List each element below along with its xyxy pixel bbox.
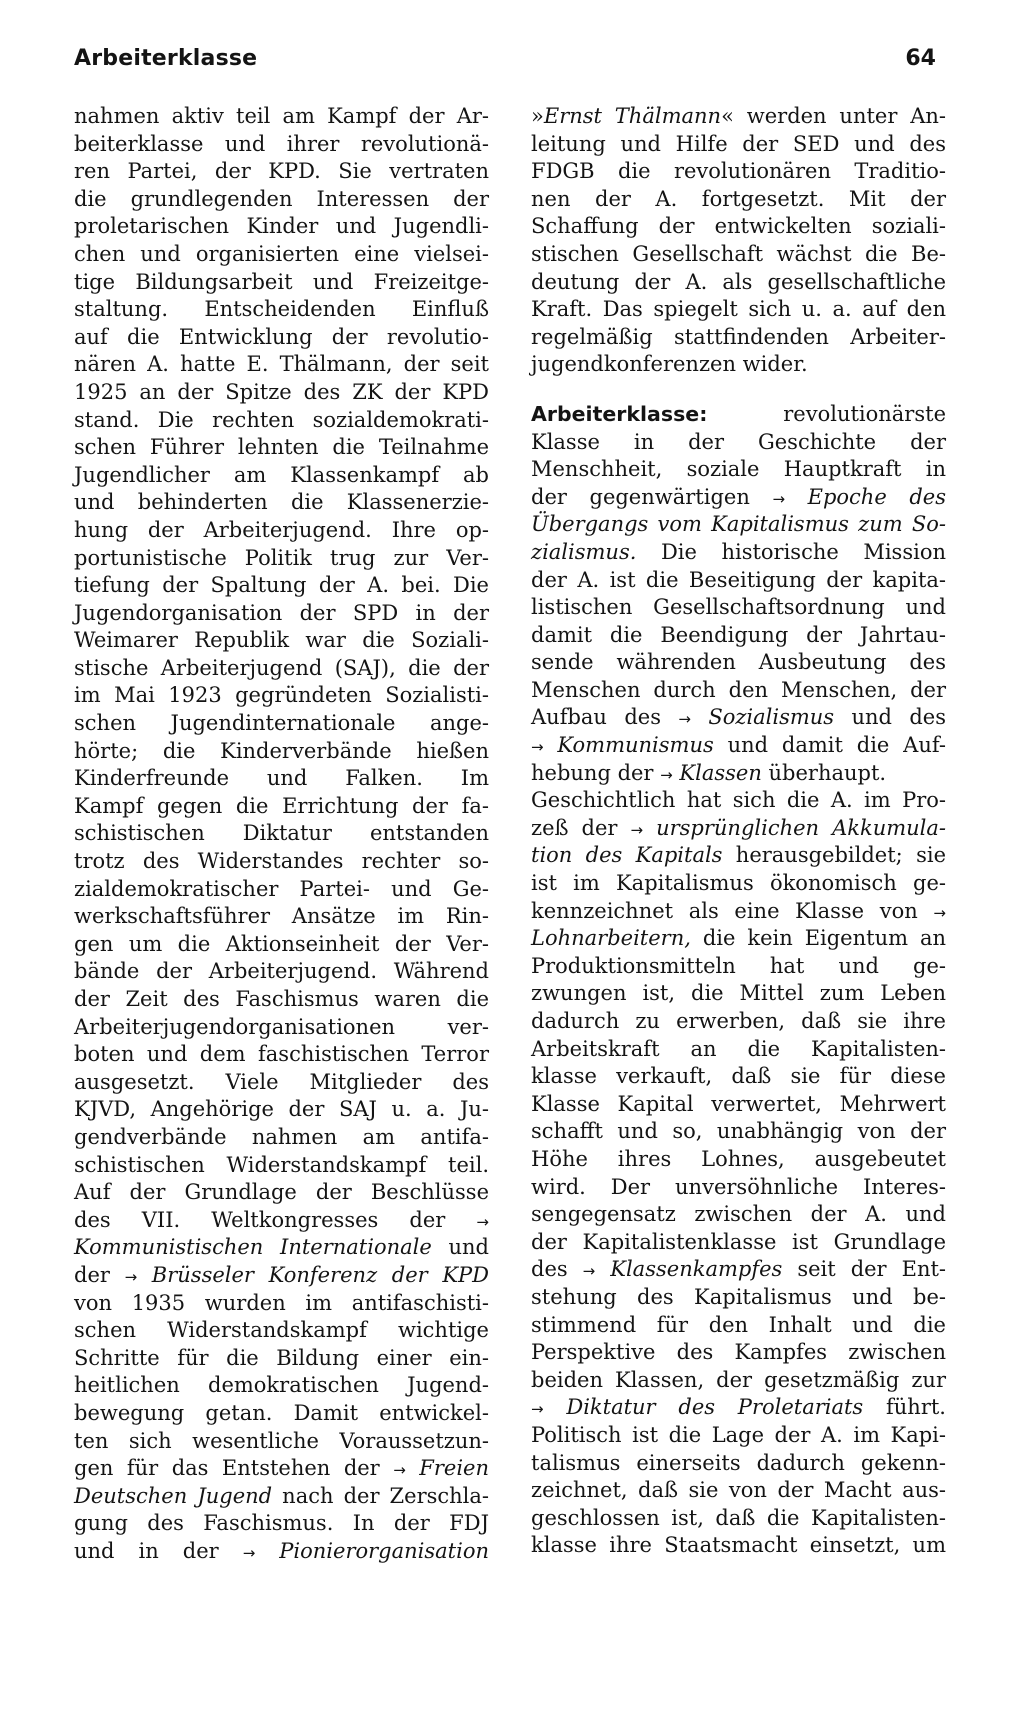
text-segment: Klasse Kapital verwertet, Mehrwert	[531, 1091, 946, 1116]
text-segment: Jugendorganisation der SPD in der	[74, 600, 489, 625]
text-line	[74, 655, 489, 683]
text-line	[531, 1284, 946, 1312]
text-line	[531, 1063, 946, 1091]
text-segment: wird. Der unversöhnliche Interes-	[531, 1174, 946, 1199]
text-line	[74, 407, 489, 435]
text-segment: »	[531, 104, 544, 128]
text-line	[74, 1124, 489, 1152]
cross-reference-arrow-icon: →	[660, 765, 673, 784]
text-line	[74, 1400, 489, 1428]
text-segment: die kein Eigentum an	[690, 926, 946, 951]
text-line	[74, 848, 489, 876]
text-segment	[544, 733, 558, 757]
text-column-left	[74, 103, 489, 1565]
text-line	[531, 1339, 946, 1367]
text-segment: und in der	[74, 1538, 243, 1563]
text-segment: sende währenden Ausbeutung des	[531, 650, 946, 675]
text-line	[74, 572, 489, 600]
text-segment: seit der Ent-	[782, 1257, 947, 1282]
text-segment: Auf der Grundlage der Beschlüsse	[74, 1180, 489, 1205]
text-segment: Kraft. Das spiegelt sich u. a. auf den	[531, 297, 946, 322]
text-segment: deutung der A. als gesellschaftliche	[531, 269, 946, 294]
text-segment: klasse ihre Staatsmacht einsetzt, um	[531, 1533, 946, 1558]
text-segment: nahmen aktiv teil am Kampf der Ar-	[74, 104, 489, 128]
text-line	[531, 594, 946, 622]
text-line	[74, 710, 489, 738]
text-segment: die grundlegenden Interessen der	[74, 186, 489, 211]
text-line	[74, 1096, 489, 1124]
text-segment	[544, 1395, 567, 1419]
text-segment: zeß der	[531, 815, 631, 840]
text-segment: stehung des Kapitalismus und be-	[531, 1284, 946, 1309]
text-line	[74, 545, 489, 573]
text-line	[531, 484, 946, 512]
cross-reference-term: Epoche des	[807, 484, 946, 509]
text-line	[531, 980, 946, 1008]
text-segment: « werden unter An-	[721, 104, 946, 128]
text-line	[531, 870, 946, 898]
text-line	[74, 213, 489, 241]
text-segment: zwungen ist, die Mittel zum Leben	[531, 981, 946, 1006]
text-line	[74, 1290, 489, 1318]
text-line	[531, 1394, 946, 1422]
text-segment: stand. Die rechten sozialdemokrati-	[74, 407, 489, 432]
cross-reference-term: ursprünglichen Akkumula-	[656, 815, 946, 840]
text-segment: dadurch zu erwerben, daß sie ihre	[531, 1009, 946, 1033]
text-segment: tiefung der Spaltung der A. bei. Die	[74, 573, 489, 598]
cross-reference-arrow-icon: →	[242, 1543, 256, 1562]
text-segment: trotz des Widerstandes rechter so-	[74, 849, 489, 874]
text-segment: talismus einerseits dadurch gekenn-	[531, 1450, 946, 1475]
cross-reference-term: zialismus.	[531, 539, 637, 564]
text-segment: jugendkonferenzen wider.	[531, 352, 808, 377]
cross-reference-term: Ernst Thälmann	[543, 104, 722, 128]
text-segment: der gegenwärtigen	[531, 484, 773, 509]
cross-reference-arrow-icon: →	[933, 903, 946, 922]
text-line	[74, 1538, 489, 1566]
text-segment: schen Jugendinternationale ange-	[74, 711, 489, 736]
text-segment: staltung. Entscheidenden Einfluß	[74, 297, 489, 322]
text-line	[531, 1477, 946, 1505]
text-segment: Arbeitskraft an die Kapitalisten-	[531, 1036, 946, 1061]
text-segment: Schaffung der entwickelten soziali-	[531, 214, 946, 239]
text-line	[74, 876, 489, 904]
cross-reference-term: Klassenkampfes	[610, 1257, 783, 1282]
text-line	[531, 511, 946, 539]
text-line	[74, 765, 489, 793]
text-segment: Kampf gegen die Errichtung der fa-	[74, 793, 489, 818]
cross-reference-term: Lohnarbeitern,	[531, 926, 691, 951]
text-line	[531, 1532, 946, 1560]
cross-reference-arrow-icon: →	[582, 1262, 596, 1281]
text-line	[74, 1041, 489, 1069]
text-segment: beiterklasse und ihrer revolutionä-	[74, 131, 489, 156]
text-segment: bewegung getan. Damit entwickel-	[74, 1400, 489, 1425]
text-line	[74, 1014, 489, 1042]
page-title: Arbeiterklasse	[74, 46, 258, 71]
text-line	[74, 1455, 489, 1483]
text-line	[531, 704, 946, 732]
text-line	[531, 213, 946, 241]
text-segment: Weimarer Republik war die Soziali-	[74, 628, 489, 653]
text-line	[74, 738, 489, 766]
text-segment: listischen Gesellschaftsordnung und	[531, 595, 946, 620]
text-segment: und behinderten die Klassenerzie-	[74, 490, 489, 515]
text-line	[74, 379, 489, 407]
text-line	[531, 158, 946, 186]
text-segment: zeichnet, daß sie von der Macht aus-	[531, 1478, 946, 1503]
text-segment: FDGB die revolutionären Traditio-	[531, 159, 946, 184]
text-segment: beiden Klassen, der gesetzmäßig zur	[531, 1367, 946, 1392]
text-line	[531, 324, 946, 352]
text-line	[74, 186, 489, 214]
text-line	[74, 517, 489, 545]
cross-reference-term: Diktatur des Proletariats	[566, 1395, 864, 1420]
cross-reference-term: Brüsseler Konferenz der KPD	[151, 1262, 489, 1287]
text-line	[531, 1450, 946, 1478]
text-line	[74, 296, 489, 324]
text-segment: Produktionsmitteln hat und ge-	[531, 953, 946, 978]
text-segment: revolutionärste	[707, 401, 946, 426]
cross-reference-arrow-icon: →	[630, 820, 644, 839]
text-segment: tige Bildungsarbeit und Freizeitge-	[74, 269, 489, 294]
cross-reference-term: Kommunismus	[557, 733, 714, 758]
text-line	[531, 1036, 946, 1064]
text-line	[74, 324, 489, 352]
text-line	[74, 269, 489, 297]
text-segment: Kinderfreunde und Falken. Im	[74, 766, 489, 791]
text-segment	[255, 1539, 279, 1563]
text-segment: portunistische Politik trug zur Ver-	[74, 545, 489, 570]
text-segment: gendverbände nahmen am antifa-	[74, 1124, 489, 1149]
text-line	[74, 627, 489, 655]
text-segment	[137, 1263, 152, 1287]
text-line	[531, 1422, 946, 1450]
text-segment: hung der Arbeiterjugend. Ihre op-	[74, 517, 489, 542]
text-segment: Perspektive des Kampfes zwischen	[531, 1340, 946, 1365]
text-line	[74, 931, 489, 959]
text-line	[74, 241, 489, 269]
page-number: 64	[905, 46, 936, 71]
text-line	[74, 103, 489, 131]
text-segment: der A. ist die Beseitigung der kapita-	[531, 567, 946, 592]
paragraph-gap	[531, 379, 946, 401]
text-line	[531, 351, 946, 379]
text-line	[531, 401, 946, 429]
text-segment: stischen Gesellschaft wächst die Be-	[531, 241, 946, 266]
text-segment: kennzeichnet als eine Klasse von	[531, 898, 934, 923]
text-segment: gung des Faschismus. In der FDJ	[74, 1511, 489, 1536]
text-segment: des	[531, 1257, 583, 1282]
text-line	[74, 1510, 489, 1538]
text-segment: der Zeit des Faschismus waren die	[74, 987, 489, 1011]
text-segment: stimmend für den Inhalt und die	[531, 1312, 946, 1337]
text-segment: Klasse in der Geschichte der	[531, 429, 946, 454]
text-segment	[643, 816, 656, 840]
cross-reference-term: Deutschen Jugend	[74, 1483, 273, 1508]
text-line	[531, 898, 946, 926]
text-segment: der	[74, 1262, 125, 1287]
text-segment: Höhe ihres Lohnes, ausgebeutet	[531, 1146, 946, 1171]
cross-reference-term: Pionierorganisation	[279, 1538, 489, 1563]
text-line	[74, 131, 489, 159]
text-line	[74, 1152, 489, 1180]
text-line	[74, 1234, 489, 1262]
text-line	[74, 1069, 489, 1097]
text-line	[531, 1505, 946, 1533]
cross-reference-arrow-icon: →	[531, 738, 544, 757]
text-line	[74, 1207, 489, 1235]
text-segment: sengegensatz zwischen der A. und	[531, 1202, 946, 1227]
text-line	[74, 1483, 489, 1511]
text-line	[74, 351, 489, 379]
text-segment: Die historische Mission	[636, 539, 946, 564]
text-line	[531, 1146, 946, 1174]
text-segment: proletarischen Kinder und Jugendli-	[74, 214, 489, 239]
text-segment: Aufbau des	[531, 705, 679, 730]
text-line	[531, 567, 946, 595]
cross-reference-arrow-icon: →	[476, 1212, 489, 1231]
text-segment: und damit die Auf-	[713, 733, 946, 758]
text-line	[531, 649, 946, 677]
text-segment: werkschaftsführer Ansätze im Rin-	[74, 904, 489, 929]
text-segment	[785, 485, 808, 509]
text-segment: auf die Entwicklung der revolutio-	[74, 324, 489, 349]
text-line	[531, 539, 946, 567]
text-line	[531, 760, 946, 788]
text-line	[531, 1008, 946, 1036]
text-segment: schistischen Diktatur entstanden	[74, 821, 489, 846]
text-segment	[406, 1456, 419, 1480]
text-line	[74, 1372, 489, 1400]
cross-reference-arrow-icon: →	[772, 489, 786, 508]
text-segment: ausgesetzt. Viele Mitglieder des	[74, 1069, 489, 1094]
text-segment: 1925 an der Spitze des ZK der KPD	[74, 379, 489, 404]
text-segment: hebung der	[531, 760, 661, 785]
text-line	[74, 793, 489, 821]
text-line	[74, 903, 489, 931]
cross-reference-arrow-icon: →	[678, 710, 691, 729]
text-line	[74, 958, 489, 986]
text-segment: Politisch ist die Lage der A. im Kapi-	[531, 1422, 946, 1447]
text-line	[74, 1428, 489, 1456]
cross-reference-term: Sozialismus	[708, 705, 835, 730]
text-segment: des VII. Weltkongresses der	[74, 1207, 477, 1232]
text-segment: nären A. hatte E. Thälmann, der seit	[74, 352, 489, 377]
cross-reference-term: tion des Kapitals	[531, 843, 723, 868]
text-segment: Menschheit, soziale Hauptkraft in	[531, 457, 946, 482]
text-segment: Menschen durch den Menschen, der	[531, 677, 946, 702]
cross-reference-term: Klassen	[679, 760, 762, 785]
text-line	[74, 1345, 489, 1373]
text-line	[74, 1262, 489, 1290]
text-line	[531, 622, 946, 650]
text-segment: Jugendlicher am Klassenkampf ab	[74, 462, 489, 487]
text-line	[531, 815, 946, 843]
text-line	[531, 1118, 946, 1146]
text-line	[531, 1091, 946, 1119]
text-segment: leitung und Hilfe der SED und des	[531, 131, 946, 156]
text-line	[74, 489, 489, 517]
text-segment: und	[431, 1235, 489, 1260]
text-segment: klasse verkauft, daß sie für diese	[531, 1064, 946, 1089]
text-segment: nach der Zerschla-	[272, 1483, 490, 1508]
text-segment: nen der A. fortgesetzt. Mit der	[531, 186, 946, 211]
text-segment: überhaupt.	[761, 760, 887, 785]
text-line	[74, 158, 489, 186]
text-segment: schen Widerstandskampf wichtige	[74, 1318, 489, 1343]
text-line	[531, 269, 946, 297]
text-line	[531, 296, 946, 324]
text-line	[531, 1201, 946, 1229]
text-segment: schafft und so, unabhängig von der	[531, 1119, 946, 1144]
text-line	[531, 1312, 946, 1340]
text-segment: schen Führer lehnten die Teilnahme	[74, 435, 489, 460]
text-segment: ren Partei, der KPD. Sie vertraten	[74, 159, 489, 184]
cross-reference-term: Freien	[419, 1456, 489, 1481]
text-line	[531, 787, 946, 815]
text-line	[74, 462, 489, 490]
text-line	[531, 953, 946, 981]
text-segment: der Kapitalistenklasse ist Grundlage	[531, 1229, 946, 1254]
text-segment: Schritte für die Bildung einer ein-	[74, 1345, 489, 1370]
text-line	[74, 434, 489, 462]
text-segment: von 1935 wurden im antifaschisti-	[74, 1290, 489, 1315]
text-segment: im Mai 1923 gegründeten Sozialisti-	[74, 683, 489, 708]
text-segment: chen und organisierten eine vielsei-	[74, 241, 489, 266]
cross-reference-arrow-icon: →	[124, 1267, 138, 1286]
text-segment: zialdemokratischer Partei- und Ge-	[74, 876, 489, 901]
text-line	[531, 456, 946, 484]
text-segment: Geschichtlich hat sich die A. im Pro-	[531, 788, 946, 813]
text-segment: stische Arbeiterjugend (SAJ), die der	[74, 655, 489, 680]
text-segment: führt.	[863, 1395, 946, 1420]
cross-reference-term: Kommunistischen Internationale	[74, 1235, 432, 1260]
text-segment: geschlossen ist, daß die Kapitalisten-	[531, 1505, 946, 1530]
text-line	[531, 186, 946, 214]
text-line	[531, 241, 946, 269]
text-segment: ten sich wesentliche Voraussetzun-	[74, 1428, 489, 1453]
text-line	[531, 842, 946, 870]
text-line	[531, 1229, 946, 1257]
text-line	[74, 1317, 489, 1345]
text-segment: bände der Arbeiterjugend. Während	[74, 959, 489, 984]
text-segment: gen um die Aktionseinheit der Ver-	[74, 931, 489, 956]
cross-reference-arrow-icon: →	[393, 1461, 406, 1480]
text-line	[74, 986, 489, 1014]
text-line	[531, 131, 946, 159]
running-head	[74, 46, 936, 84]
text-segment: und des	[834, 705, 946, 730]
text-line	[531, 1367, 946, 1395]
text-segment	[595, 1257, 610, 1281]
text-line	[531, 1174, 946, 1202]
text-line	[531, 1256, 946, 1284]
text-line	[531, 677, 946, 705]
text-segment: boten und dem faschistischen Terror	[74, 1042, 489, 1067]
text-segment: hörte; die Kinderverbände hießen	[74, 738, 489, 763]
entry-headword: Arbeiterklasse:	[531, 401, 708, 426]
text-segment	[691, 705, 708, 729]
text-line	[74, 682, 489, 710]
text-segment: schistischen Widerstandskampf teil.	[74, 1152, 489, 1177]
text-segment: Arbeiterjugendorganisationen ver-	[74, 1014, 489, 1039]
text-line	[531, 925, 946, 953]
cross-reference-arrow-icon: →	[531, 1400, 544, 1419]
text-line	[531, 732, 946, 760]
text-line	[531, 429, 946, 457]
text-line	[74, 1179, 489, 1207]
text-segment: ist im Kapitalismus ökonomisch ge-	[531, 871, 946, 896]
text-line	[74, 820, 489, 848]
text-segment: gen für das Entstehen der	[74, 1456, 394, 1481]
text-segment: damit die Beendigung der Jahrtau-	[531, 622, 946, 647]
cross-reference-term: Übergangs vom Kapitalismus zum So-	[531, 512, 946, 537]
text-line	[531, 103, 946, 131]
text-segment: herausgebildet; sie	[722, 843, 946, 868]
text-column-right	[531, 103, 946, 1560]
text-segment: regelmäßig stattfindenden Arbeiter-	[531, 324, 946, 349]
text-line	[74, 600, 489, 628]
text-segment: KJVD, Angehörige der SAJ u. a. Ju-	[74, 1097, 489, 1122]
text-segment: heitlichen demokratischen Jugend-	[74, 1373, 489, 1398]
